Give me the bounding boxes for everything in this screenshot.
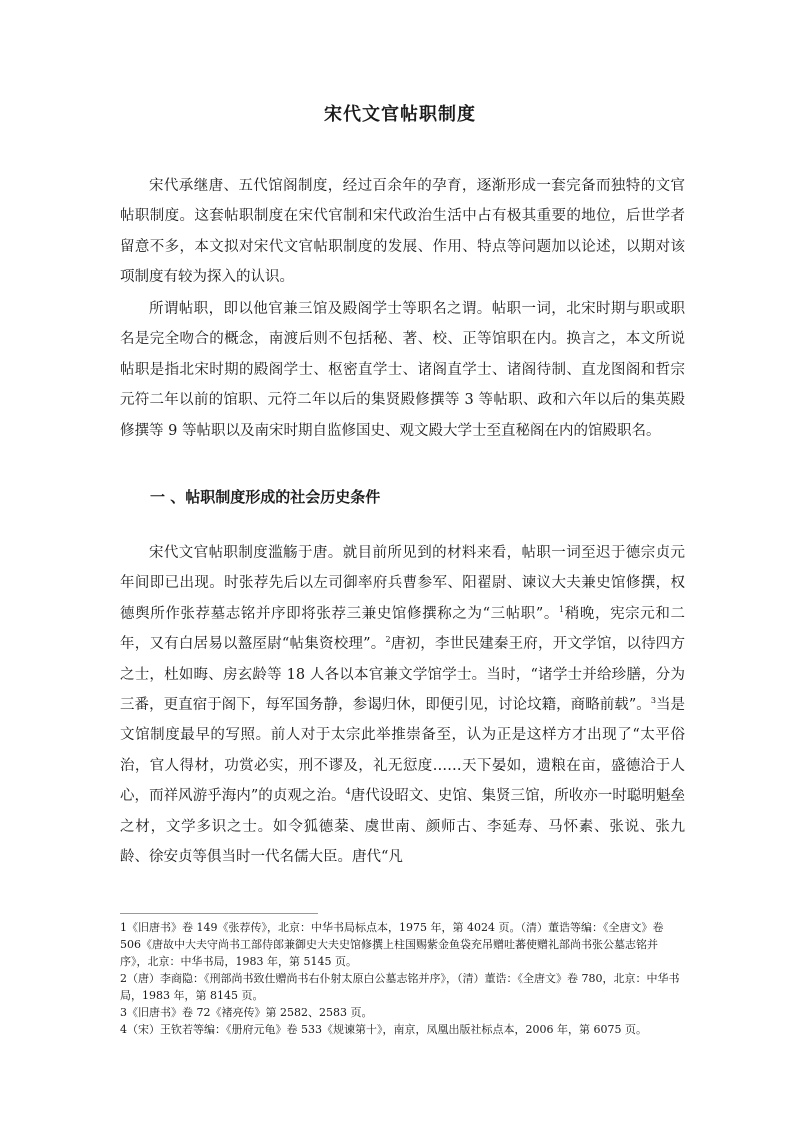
footnotes	[120, 919, 685, 1038]
history-text-3: 唐初，李世民建秦王府，开文学馆，以待四方之士，杜如晦、房玄龄等 18 人各以本官兼文学馆学士。当时，“诸学士并给珍膳，分为三番，更直宿于阁下，每军国务静，参谒归休，即便引见，讨论坟籍，商略前载”。	[120, 636, 686, 714]
intro-paragraph: 宋代承继唐、五代馆阁制度，经过百余年的孕育，逐渐形成一套完备而独特的文官帖职制度。这套帖职制度在宋代官制和宋代政治生活中占有极其重要的地位，后世学者留意不多，本文拟对宋代文官帖职制度的发展、作用、特点等问题加以论述，以期对该项制度有较为探入的认识。	[120, 178, 685, 286]
footnote-marker-3[interactable]: 3	[650, 696, 656, 706]
page-title: 宋代文官帖职制度	[324, 104, 476, 125]
history-text-2: 稍晚，宪宗元和二年，又有白居易以盩厔尉“帖集资校理”。	[120, 605, 685, 653]
history-text-1: 宋代文官帖职制度滥觞于唐。就目前所见到的材料来看，帖职一词至迟于德宗贞元年间即已出现。时张荐先后以左司御率府兵曹参军、阳翟尉、谏议大夫兼史馆修撰，权德舆所作张荐墓志铭并序即将张荐三兼史馆修撰称之为“三帖职”。	[120, 545, 685, 622]
footnote-3: 3《旧唐书》卷 72《褚亮传》第 2582、2583 页。	[120, 1006, 373, 1019]
history-text-5: 唐代设昭文、史馆、集贤三馆，所收亦一时聪明魁垒之材，文学多识之士。如令狐德棻、虞世南、颜师古、李延寿、马怀素、张说、张九龄、徐安贞等俱当时一代名儒大臣。唐代“凡	[120, 788, 685, 866]
footnote-marker-4[interactable]: 4	[345, 787, 351, 797]
history-text-4: 当是文馆制度最早的写照。前人对于太宗此举推崇备至，认为正是这样方才出现了“太平俗治，官人得材，功赏必实，刑不谬及，礼无愆度……天下晏如，遗粮在亩，盛德洽于人心，而祥风游乎海内”的贞观之治。	[120, 697, 685, 805]
footnote-4: 4（宋）王钦若等编：《册府元龟》卷 533《规谏第十》，南京，凤凰出版社标点本，2006 年，第 6075 页。	[120, 1023, 647, 1036]
footnote-divider	[120, 913, 318, 914]
footnote-2: 2（唐）李商隐：《刑部尚书致仕赠尚书右仆射太原白公墓志铭并序》，（清）董诰：《全唐文》卷 780，北京：中华书局，1983 年，第 8145 页。	[120, 972, 680, 1002]
footnote-1: 1《旧唐书》卷 149《张荐传》，北京：中华书局标点本，1975 年，第 4024 页。（清）董诰等编：《全唐文》卷 506《唐故中大夫守尚书工部侍郎兼御史大夫史馆修撰上柱国赐紫金鱼袋充吊赠吐蕃使赠礼部尚书张公墓志铭并序》，北京：中华书局，1983 年，第 5145 页。	[120, 921, 664, 968]
footnote-marker-2[interactable]: 2	[385, 635, 391, 645]
definition-paragraph: 所谓帖职，即以他官兼三馆及殿阁学士等职名之谓。帖职一词，北宋时期与职或职名是完全吻合的概念，南渡后则不包括秘、著、校、正等馆职在内。换言之，本文所说帖职是指北宋时期的殿阁学士、枢密直学士、诸阁直学士、诸阁待制、直龙图阁和哲宗元符二年以前的馆职、元符二年以后的集贤殿修撰等 3 等帖职、政和六年以后的集英殿修撰等 9 等帖职以及南宋时期自监修国史、观文殿大学士至直秘阁在内的馆殿职名。	[120, 301, 685, 439]
history-paragraph	[120, 538, 685, 872]
footnote-marker-1[interactable]: 1	[559, 604, 565, 614]
section-heading: 一 、帖职制度形成的社会历史条件	[150, 488, 381, 506]
